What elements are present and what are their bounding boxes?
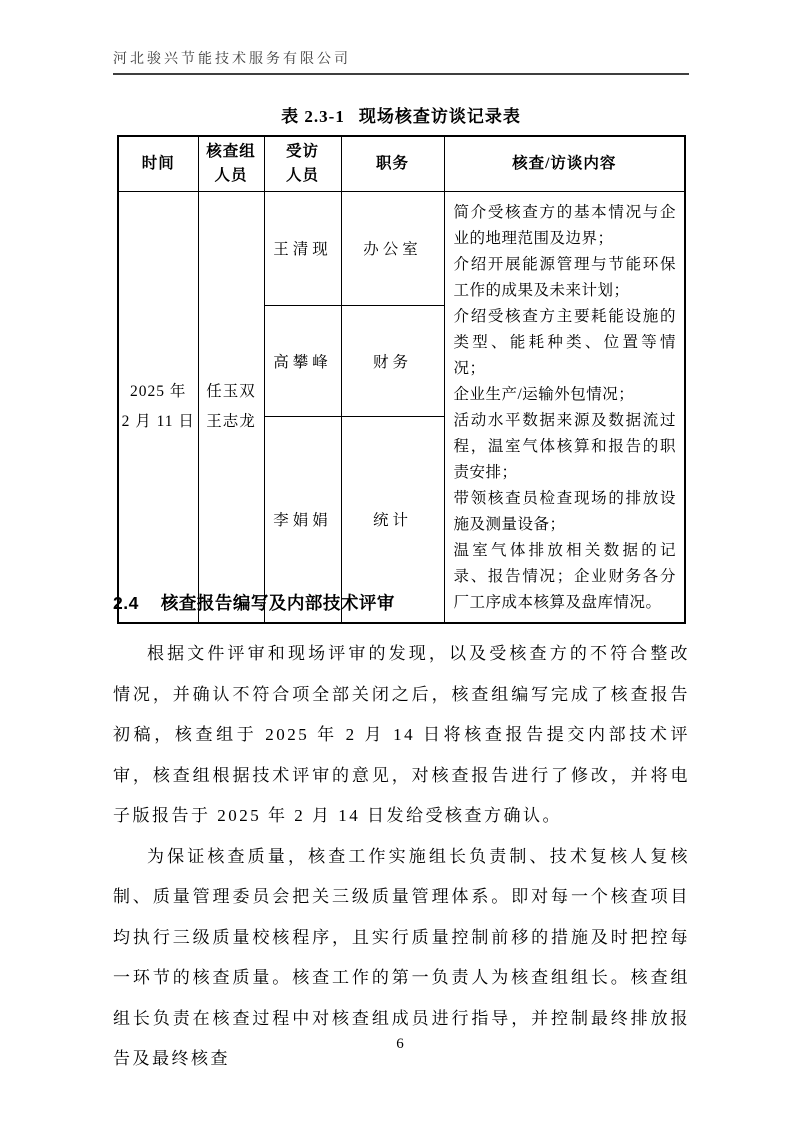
- content-item: 带领核查员检查现场的排放设施及测量设备；: [453, 489, 676, 533]
- table-row: [118, 191, 685, 306]
- column-header-interviewee-line2: 人员: [285, 166, 319, 184]
- verification-team-cell: [198, 191, 264, 623]
- column-header-position: 职务: [341, 136, 444, 191]
- interviewee-name: 王清现: [264, 191, 341, 306]
- interviewee-position: 办公室: [341, 191, 444, 306]
- section-heading: [113, 590, 689, 615]
- interviewee-name: 高攀峰: [264, 306, 341, 417]
- body-paragraph: 根据文件评审和现场评审的发现，以及受核查方的不符合整改情况，并确认不符合项全部关闭之后，核查组编写完成了核查报告初稿，核查组于 2025 年 2 月 14 日将核查报告提交内部技术评审，核查组根据技术评审的意见，对核查报告进行了修改，并将电子版报告于 2025 年 2 月 14 日发给受核查方确认。: [113, 644, 690, 825]
- column-header-team: [198, 136, 264, 191]
- table-header-row: [118, 136, 685, 191]
- interview-record-table: [117, 135, 686, 624]
- content-item: 介绍开展能源管理与节能环保工作的成果及未来计划；: [453, 255, 676, 299]
- time-cell: [118, 191, 198, 623]
- interviewee-position: 财务: [341, 306, 444, 417]
- time-line1: 2025 年: [130, 382, 187, 400]
- team-member-2: 王志龙: [206, 412, 256, 430]
- time-line2: 2 月 11 日: [121, 412, 195, 430]
- team-member-1: 任玉双: [206, 382, 256, 400]
- content-item: 温室气体排放相关数据的记录、报告情况；企业财务各分厂工序成本核算及盘库情况。: [453, 541, 676, 611]
- section-title: 核查报告编写及内部技术评审: [160, 593, 395, 613]
- interview-content-cell: [444, 191, 685, 623]
- body-paragraph: 为保证核查质量，核查工作实施组长负责制、技术复核人复核制、质量管理委员会把关三级质量管理体系。即对每一个核查项目均执行三级质量校核程序，且实行质量控制前移的措施及时把控每一环节的核查质量。核查工作的第一负责人为核查组组长。核查组组长负责在核查过程中对核查组成员进行指导，并控制最终排放报告及最终核查: [113, 846, 690, 1068]
- section-body: [113, 634, 690, 1080]
- column-header-content: 核查/访谈内容: [444, 136, 685, 191]
- column-header-team-line1: 核查组: [206, 142, 256, 160]
- content-item: 介绍受核查方主要耗能设施的类型、能耗种类、位置等情况；: [453, 307, 676, 377]
- page-number: 6: [396, 1036, 404, 1052]
- content-item: 企业生产/运输外包情况；: [453, 385, 635, 403]
- content-item: 简介受核查方的基本情况与企业的地理范围及边界；: [453, 203, 676, 247]
- interviewee-name: 李娟娟: [264, 417, 341, 623]
- interviewee-position: 统计: [341, 417, 444, 623]
- column-header-team-line2: 人员: [214, 166, 248, 184]
- table-title-label: 表 2.3-1: [281, 107, 345, 126]
- table-title: [113, 102, 689, 127]
- content-item: 活动水平数据来源及数据流过程，温室气体核算和报告的职责安排；: [453, 411, 676, 481]
- section-number: 2.4: [113, 593, 139, 613]
- column-header-interviewee: [264, 136, 341, 191]
- table-title-text: 现场核查访谈记录表: [358, 107, 521, 126]
- column-header-interviewee-line1: 受访: [285, 142, 319, 160]
- column-header-time: 时间: [118, 136, 198, 191]
- document-header: [113, 48, 689, 75]
- company-name: 河北骏兴节能技术服务有限公司: [113, 52, 351, 67]
